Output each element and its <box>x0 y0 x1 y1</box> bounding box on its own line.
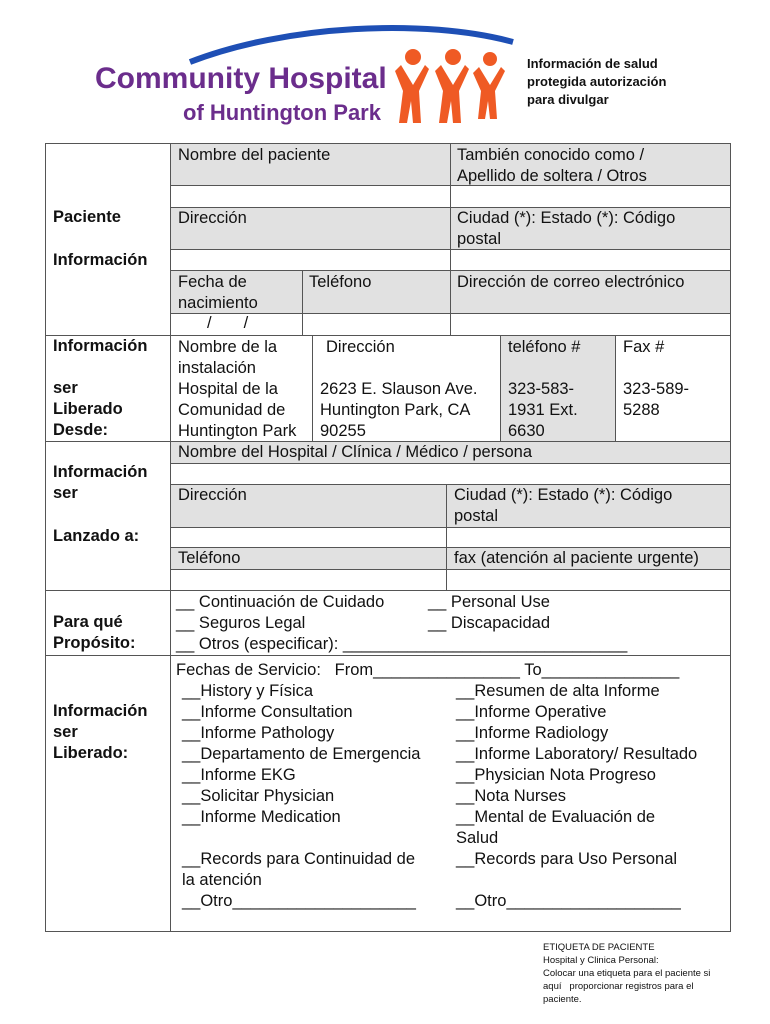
from-fax-label: Fax # <box>623 338 665 356</box>
to-name-header <box>170 441 731 464</box>
from-facility-value-3: Huntington Park <box>178 422 297 440</box>
to-city-label-1: Ciudad (*): Estado (*): Código <box>454 486 673 504</box>
purpose-disability-option[interactable]: __ Discapacidad <box>428 614 550 632</box>
record-left-7[interactable]: __Informe Medication <box>182 808 341 826</box>
document-title-line2: protegida autorización <box>527 74 667 89</box>
label-note-line2: Hospital y Clinica Personal: <box>543 955 659 966</box>
record-right-2[interactable]: __Informe Operative <box>456 703 607 721</box>
label-info-2: ser <box>53 723 78 741</box>
label-purpose-1: Para qué <box>53 613 123 631</box>
from-fax-value-1: 323-589- <box>623 380 690 398</box>
document-title-line3: para divulgar <box>527 92 609 107</box>
label-to-2: ser <box>53 484 78 502</box>
patient-city-label-1: Ciudad (*): Estado (*): Código <box>457 209 676 227</box>
patient-email-field[interactable] <box>450 313 731 336</box>
from-address-value-1: 2623 E. Slauson Ave. <box>320 380 478 398</box>
to-phone-header <box>170 547 447 570</box>
record-continuity-cont: la atención <box>182 871 262 889</box>
to-address-label: Dirección <box>178 486 247 504</box>
record-continuity[interactable]: __Records para Continuidad de <box>182 850 415 868</box>
purpose-other-option[interactable]: __ Otros (especificar): _______________________________ <box>176 635 628 653</box>
patient-phone-header <box>302 270 451 314</box>
from-address-value-2: Huntington Park, CA <box>320 401 471 419</box>
patient-phone-field[interactable] <box>302 313 451 336</box>
record-right-3[interactable]: __Informe Radiology <box>456 724 609 742</box>
patient-name-field[interactable] <box>170 185 451 208</box>
patient-city-field[interactable] <box>450 249 731 271</box>
from-phone-value-2: 1931 Ext. <box>508 401 578 419</box>
label-patient-info: Información <box>53 251 148 269</box>
to-fax-header <box>446 547 731 570</box>
record-left-1[interactable]: __History y Física <box>182 682 314 700</box>
to-fax-field[interactable] <box>446 569 731 591</box>
patient-aka-header <box>450 143 731 186</box>
label-info-1: Información <box>53 702 148 720</box>
patient-aka-label-1: También conocido como / <box>457 146 645 164</box>
record-left-6[interactable]: __Solicitar Physician <box>182 787 335 805</box>
logo-title: Community Hospital <box>95 62 387 95</box>
label-purpose-2: Propósito: <box>53 634 136 652</box>
patient-dob-header <box>170 270 303 314</box>
label-info-3: Liberado: <box>53 744 129 762</box>
from-address-value-3: 90255 <box>320 422 366 440</box>
patient-dob-label-1: Fecha de <box>178 273 247 291</box>
patient-city-label-2: postal <box>457 230 502 248</box>
people-figures-icon <box>395 45 505 125</box>
from-facility-label-2: instalación <box>178 359 256 377</box>
from-phone-value-3: 6630 <box>508 422 545 440</box>
record-right-6[interactable]: __Nota Nurses <box>456 787 567 805</box>
record-other-left[interactable]: __Otro____________________ <box>182 892 416 910</box>
purpose-personal-option[interactable]: __ Personal Use <box>428 593 550 611</box>
record-left-4[interactable]: __Departamento de Emergencia <box>182 745 421 763</box>
record-right-7-cont: Salud <box>456 829 499 847</box>
record-right-7[interactable]: __Mental de Evaluación de <box>456 808 656 826</box>
patient-city-header <box>450 207 731 250</box>
label-from-2: ser <box>53 379 78 397</box>
patient-aka-label-2: Apellido de soltera / Otros <box>457 167 647 185</box>
document-title-line1: Información de salud <box>527 56 658 71</box>
to-address-header <box>170 484 447 528</box>
to-phone-label: Teléfono <box>178 549 241 567</box>
from-phone-label: teléfono # <box>508 338 581 356</box>
patient-dob-slashes: / / <box>207 314 249 332</box>
label-note-line3: Colocar una etiqueta para el paciente si <box>543 968 711 979</box>
to-phone-field[interactable] <box>170 569 447 591</box>
patient-address-header <box>170 207 451 250</box>
from-facility-value-1: Hospital de la <box>178 380 278 398</box>
to-fax-label: fax (atención al paciente urgente) <box>454 549 699 567</box>
label-patient: Paciente <box>53 208 121 226</box>
patient-phone-label: Teléfono <box>309 273 372 291</box>
patient-aka-field[interactable] <box>450 185 731 208</box>
patient-dob-label-2: nacimiento <box>178 294 258 312</box>
record-right-4[interactable]: __Informe Laboratory/ Resultado <box>456 745 698 763</box>
to-name-label: Nombre del Hospital / Clínica / Médico / persona <box>178 443 532 461</box>
record-personal-use[interactable]: __Records para Uso Personal <box>456 850 678 868</box>
record-right-1[interactable]: __Resumen de alta Informe <box>456 682 660 700</box>
patient-email-label: Dirección de correo electrónico <box>457 273 685 291</box>
record-right-5[interactable]: __Physician Nota Progreso <box>456 766 656 784</box>
from-facility-label-1: Nombre de la <box>178 338 278 356</box>
from-facility-value-2: Comunidad de <box>178 401 286 419</box>
label-note-line1: ETIQUETA DE PACIENTE <box>543 942 655 953</box>
from-facility-cell <box>170 335 313 442</box>
hospital-logo <box>95 20 515 130</box>
patient-email-header <box>450 270 731 314</box>
label-from-1: Información <box>53 337 148 355</box>
purpose-legal-option[interactable]: __ Seguros Legal <box>176 614 306 632</box>
label-note-line4: aquí proporcionar registros para el <box>543 981 694 992</box>
patient-name-label: Nombre del paciente <box>178 146 331 164</box>
record-other-right[interactable]: __Otro___________________ <box>456 892 681 910</box>
from-fax-value-2: 5288 <box>623 401 660 419</box>
label-to-1: Información <box>53 463 148 481</box>
from-address-cell <box>312 335 501 442</box>
label-to-3: Lanzado a: <box>53 527 140 545</box>
patient-dob-field[interactable] <box>170 313 303 336</box>
record-left-2[interactable]: __Informe Consultation <box>182 703 353 721</box>
label-from-3: Liberado <box>53 400 123 418</box>
patient-address-field[interactable] <box>170 249 451 271</box>
record-left-3[interactable]: __Informe Pathology <box>182 724 335 742</box>
logo-subtitle: of Huntington Park <box>183 100 381 125</box>
to-name-field[interactable] <box>170 463 731 485</box>
to-city-header <box>446 484 731 528</box>
purpose-continuity-option[interactable]: __ Continuación de Cuidado <box>176 593 385 611</box>
to-city-field[interactable] <box>446 527 731 548</box>
patient-address-label: Dirección <box>178 209 247 227</box>
label-note-line5: paciente. <box>543 994 582 1005</box>
to-city-label-2: postal <box>454 507 499 525</box>
label-from-4: Desde: <box>53 421 109 439</box>
record-left-5[interactable]: __Informe EKG <box>182 766 296 784</box>
from-address-label: Dirección <box>326 338 395 356</box>
patient-name-header <box>170 143 451 186</box>
service-dates-field[interactable]: Fechas de Servicio: From________________ To_______________ <box>176 661 680 679</box>
from-phone-value-1: 323-583- <box>508 380 575 398</box>
to-address-field[interactable] <box>170 527 447 548</box>
from-phone-cell <box>500 335 616 442</box>
from-fax-cell <box>615 335 731 442</box>
